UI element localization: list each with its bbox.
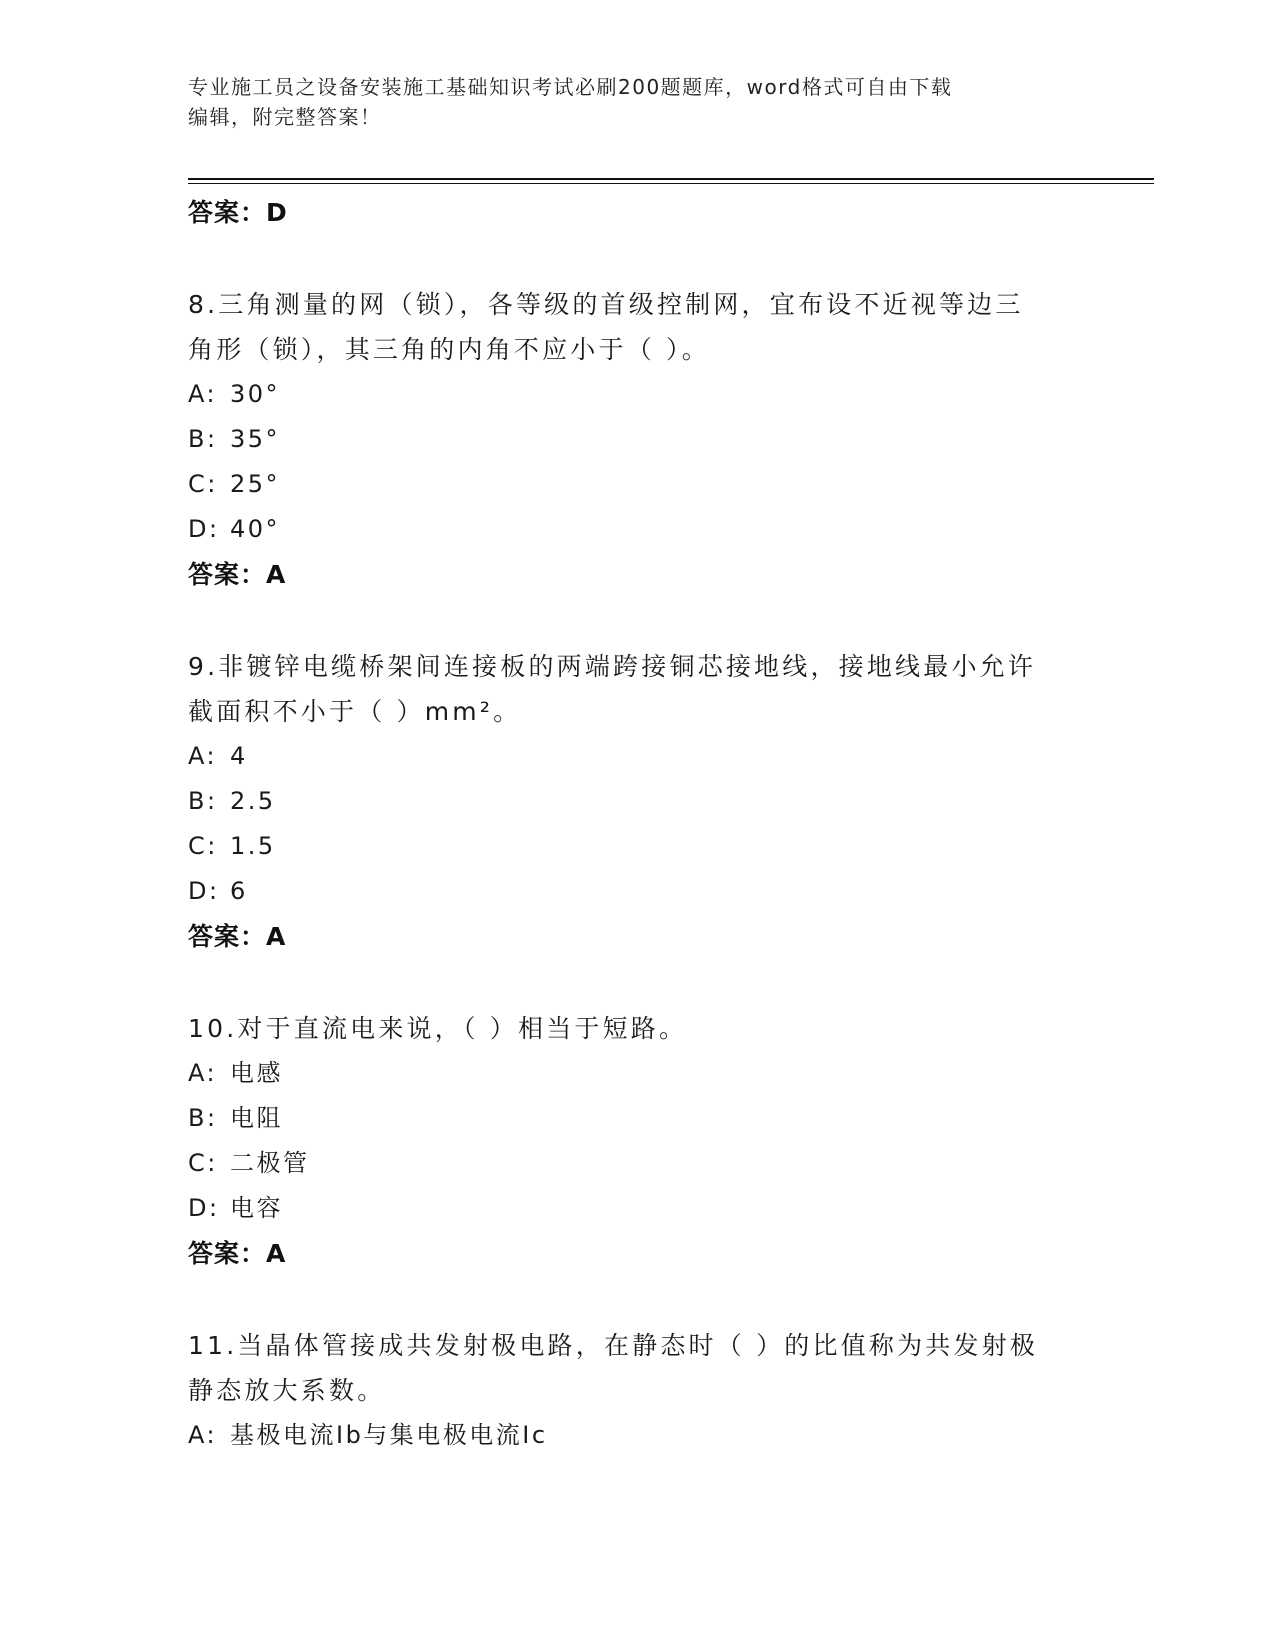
question-9-stem — [188, 644, 1088, 734]
option-text: 6 — [230, 877, 248, 905]
header-line-2: 编辑，附完整答案！ — [188, 105, 382, 129]
question-11-line-2: 静态放大系数。 — [188, 1376, 386, 1405]
question-8-option-d — [188, 507, 1088, 552]
question-10-option-c — [188, 1141, 1088, 1186]
spacer — [188, 1277, 1088, 1323]
question-8 — [188, 282, 1088, 598]
option-text: 4 — [230, 742, 248, 770]
question-10 — [188, 1006, 1088, 1277]
previous-answer: 答案：D — [188, 198, 288, 227]
option-text: 40° — [230, 515, 281, 543]
option-text: 30° — [230, 380, 281, 408]
option-key: B: — [188, 1104, 218, 1132]
option-key: D: — [188, 877, 220, 905]
option-key: C: — [188, 470, 218, 498]
header-rule-thick — [188, 178, 1154, 180]
question-list — [188, 190, 1088, 1458]
option-text: 电感 — [230, 1059, 283, 1087]
option-text: 35° — [230, 425, 281, 453]
option-key: A: — [188, 1421, 218, 1449]
option-text: 25° — [230, 470, 281, 498]
question-10-stem — [188, 1006, 1088, 1051]
question-9-option-a — [188, 734, 1088, 779]
option-key: D: — [188, 515, 220, 543]
option-text: 1.5 — [230, 832, 276, 860]
spacer — [188, 598, 1088, 644]
option-key: A: — [188, 1059, 218, 1087]
question-8-option-b — [188, 417, 1088, 462]
question-8-line-1: 8.三角测量的网（锁），各等级的首级控制网，宜布设不近视等边三 — [188, 290, 1024, 319]
option-key: B: — [188, 425, 218, 453]
option-key: A: — [188, 380, 218, 408]
option-text: 二极管 — [230, 1149, 310, 1177]
question-8-line-2: 角形（锁），其三角的内角不应小于（ ）。 — [188, 335, 710, 364]
option-key: C: — [188, 1149, 218, 1177]
question-10-option-b — [188, 1096, 1088, 1141]
document-header — [188, 72, 1088, 132]
option-key: C: — [188, 832, 218, 860]
option-key: B: — [188, 787, 218, 815]
question-10-option-a — [188, 1051, 1088, 1096]
question-10-line-1: 10.对于直流电来说，（ ）相当于短路。 — [188, 1014, 688, 1043]
question-8-stem — [188, 282, 1088, 372]
option-text: 电容 — [230, 1194, 283, 1222]
spacer — [188, 236, 1088, 282]
question-8-option-a — [188, 372, 1088, 417]
question-10-answer: 答案：A — [188, 1239, 287, 1268]
question-8-answer: 答案：A — [188, 560, 287, 589]
question-9-option-b — [188, 779, 1088, 824]
header-line-1: 专业施工员之设备安装施工基础知识考试必刷200题题库，word格式可自由下载 — [188, 75, 953, 99]
question-11-line-1: 11.当晶体管接成共发射极电路，在静态时（ ）的比值称为共发射极 — [188, 1331, 1039, 1360]
header-rule-thin — [188, 183, 1154, 184]
option-key: D: — [188, 1194, 220, 1222]
question-9 — [188, 644, 1088, 960]
option-text: 电阻 — [230, 1104, 283, 1132]
option-key: A: — [188, 742, 218, 770]
question-11 — [188, 1323, 1088, 1458]
question-11-stem — [188, 1323, 1088, 1413]
question-9-option-c — [188, 824, 1088, 869]
question-8-option-c — [188, 462, 1088, 507]
question-9-line-2: 截面积不小于（ ）mm²。 — [188, 697, 522, 726]
question-11-option-a — [188, 1413, 1088, 1458]
spacer — [188, 960, 1088, 1006]
question-10-option-d — [188, 1186, 1088, 1231]
option-text: 2.5 — [230, 787, 276, 815]
option-text: 基极电流Ib与集电极电流Ic — [230, 1421, 548, 1449]
question-9-option-d — [188, 869, 1088, 914]
question-9-line-1: 9.非镀锌电缆桥架间连接板的两端跨接铜芯接地线，接地线最小允许 — [188, 652, 1037, 681]
question-9-answer: 答案：A — [188, 922, 287, 951]
